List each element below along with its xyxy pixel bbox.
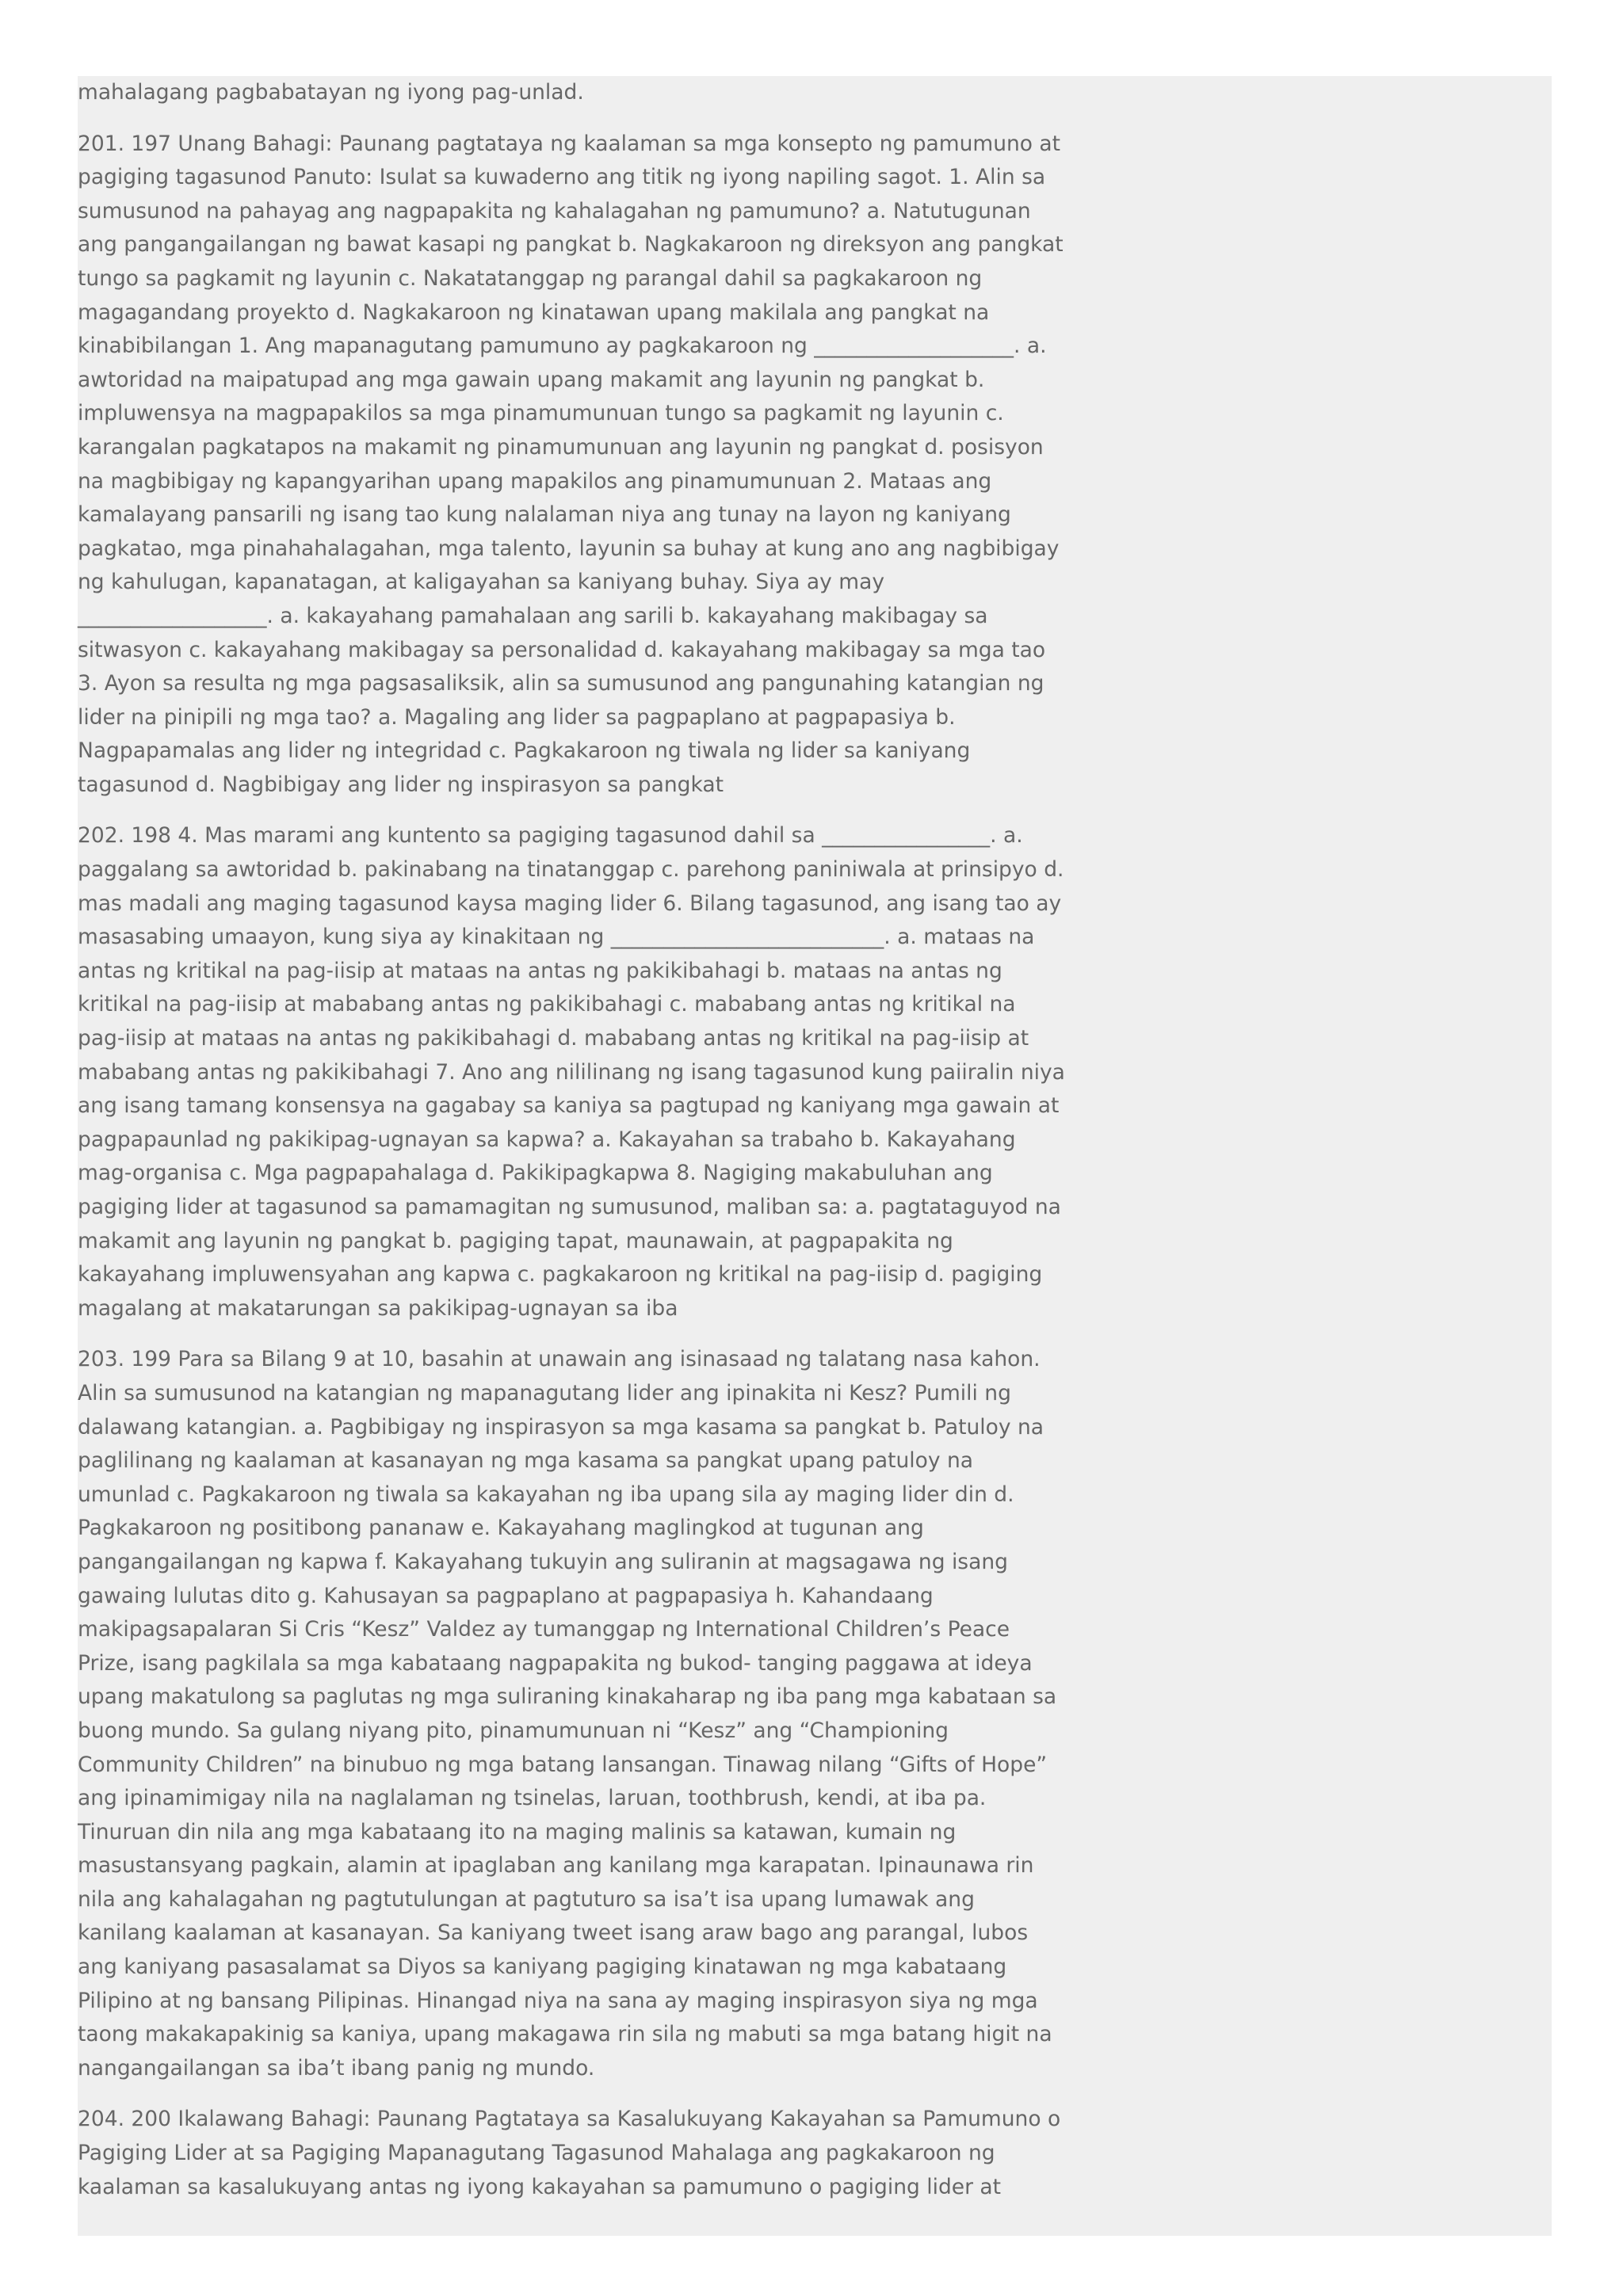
document-page <box>78 76 1552 2236</box>
paragraph-2: 202. 198 4. Mas marami ang kuntento sa pagiging tagasunod dahil sa ________________. a. paggalang sa awtoridad b. pakinabang na tinatanggap c. parehong paniniwala at prinsipyo d. mas madali ang maging tagasunod kaysa maging lider 6. Bilang tagasunod, ang isang tao ay masasabing umaayon, kung siya ay kinakitaan ng __________________________. a. mataas na antas ng kritikal na pag-iisip at mataas na antas ng pakikibahagi b. mataas na antas ng kritikal na pag-iisip at mababang antas ng pakikibahagi c. mababang antas ng kritikal na pag-iisip at mataas na antas ng pakikibahagi d. mababang antas ng kritikal na pag-iisip at mababang antas ng pakikibahagi 7. Ano ang nililinang ng isang tagasunod kung paiiralin niya ang isang tamang konsensya na gagabay sa kaniya sa pagtupad ng kaniyang mga gawain at pagpapaunlad ng pakikipag-ugnayan sa kapwa? a. Kakayahan sa trabaho b. Kakayahang mag-organisa c. Mga pagpapahalaga d. Pakikipagkapwa 8. Nagiging makabuluhan ang pagiging lider at tagasunod sa pamamagitan ng sumusunod, maliban sa: a. pagtataguyod na makamit ang layunin ng pangkat b. pagiging tapat, maunawain, at pagpapakita ng kakayahang impluwensyahan ang kapwa c. pagkakaroon ng kritikal na pag-iisip d. pagiging magalang at makatarungan sa pakikipag-ugnayan sa iba <box>78 823 1065 1321</box>
paragraph-4: 204. 200 Ikalawang Bahagi: Paunang Pagtataya sa Kasalukuyang Kakayahan sa Pamumuno o Pagiging Lider at sa Pagiging Mapanagutang Tagasunod Mahalaga ang pagkakaroon ng kaalaman sa kasalukuyang antas ng iyong kakayahan sa pamumuno o pagiging lider at <box>78 2107 1061 2199</box>
paragraph-0: mahalagang pagbabatayan ng iyong pag-unlad. <box>78 80 584 105</box>
paragraph-3: 203. 199 Para sa Bilang 9 at 10, basahin at unawain ang isinasaad ng talatang nasa kahon. Alin sa sumusunod na katangian ng mapanagutang lider ang ipinakita ni Kesz? Pumili ng dalawang katangian. a. Pagbibigay ng inspirasyon sa mga kasama sa pangkat b. Patuloy na paglilinang ng kaalaman at kasanayan ng mga kasama sa pangkat upang patuloy na umunlad c. Pagkakaroon ng tiwala sa kakayahan ng iba upang sila ay maging lider din d. Pagkakaroon ng positibong pananaw e. Kakayahang maglingkod at tugunan ang pangangailangan ng kapwa f. Kakayahang tukuyin ang suliranin at magsagawa ng isang gawaing lulutas dito g. Kahusayan sa pagpaplano at pagpapasiya h. Kahandaang makipagsapalaran Si Cris “Kesz” Valdez ay tumanggap ng International Children’s Peace Prize, isang pagkilala sa mga kabataang nagpapakita ng bukod- tanging paggawa at ideya upang makatulong sa paglutas ng mga suliraning kinakaharap ng iba pang mga kabataan sa buong mundo. Sa gulang niyang pito, pinamumunuan ni “Kesz” ang “Championing Community Children” na binubuo ng mga batang lansangan. Tinawag nilang “Gifts of Hope” ang ipinamimigay nila na naglalaman ng tsinelas, laruan, toothbrush, kendi, at iba pa. Tinuruan din nila ang mga kabataang ito na maging malinis sa katawan, kumain ng masustansyang pagkain, alamin at ipaglaban ang kanilang mga karapatan. Ipinaunawa rin nila ang kahalagahan ng pagtutulungan at pagtuturo sa isa’t isa upang lumawak ang kanilang kaalaman at kasanayan. Sa kaniyang tweet isang araw bago ang parangal, lubos ang kaniyang pasasalamat sa Diyos sa kaniyang pagiging kinatawan ng mga kabataang Pilipino at ng bansang Pilipinas. Hinangad niya na sana ay maging inspirasyon siya ng mga taong makakapakinig sa kaniya, upang makagawa rin sila ng mabuti sa mga batang higit na nangangailangan sa iba’t ibang panig ng mundo. <box>78 1347 1057 2081</box>
paragraph-1: 201. 197 Unang Bahagi: Paunang pagtataya ng kaalaman sa mga konsepto ng pamumuno at pagiging tagasunod Panuto: Isulat sa kuwaderno ang titik ng iyong napiling sagot. 1. Alin sa sumusunod na pahayag ang nagpapakita ng kahalagahan ng pamumuno? a. Natutugunan ang pangangailangan ng bawat kasapi ng pangkat b. Nagkakaroon ng direksyon ang pangkat tungo sa pagkamit ng layunin c. Nakatatanggap ng parangal dahil sa pagkakaroon ng magagandang proyekto d. Nagkakaroon ng kinatawan upang makilala ang pangkat na kinabibilangan 1. Ang mapanagutang pamumuno ay pagkakaroon ng ___________________. a. awtoridad na maipatupad ang mga gawain upang makamit ang layunin ng pangkat b. impluwensya na magpapakilos sa mga pinamumunuan tungo sa pagkamit ng layunin c. karangalan pagkatapos na makamit ng pinamumunuan ang layunin ng pangkat d. posisyon na magbibigay ng kapangyarihan upang mapakilos ang pinamumunuan 2. Mataas ang kamalayang pansarili ng isang tao kung nalalaman niya ang tunay na layon ng kaniyang pagkatao, mga pinahahalagahan, mga talento, layunin sa buhay at kung ano ang nagbibigay ng kahulugan, kapanatagan, at kaligayahan sa kaniyang buhay. Siya ay may __________________. a. kakayahang pamahalaan ang sarili b. kakayahang makibagay sa sitwasyon c. kakayahang makibagay sa personalidad d. kakayahang makibagay sa mga tao 3. Ayon sa resulta ng mga pagsasaliksik, alin sa sumusunod ang pangunahing katangian ng lider na pinipili ng mga tao? a. Magaling ang lider sa pagpaplano at pagpapasiya b. Nagpapamalas ang lider ng integridad c. Pagkakaroon ng tiwala ng lider sa kaniyang tagasunod d. Nagbibigay ang lider ng inspirasyon sa pangkat <box>78 131 1064 797</box>
document-text <box>78 76 1068 2222</box>
